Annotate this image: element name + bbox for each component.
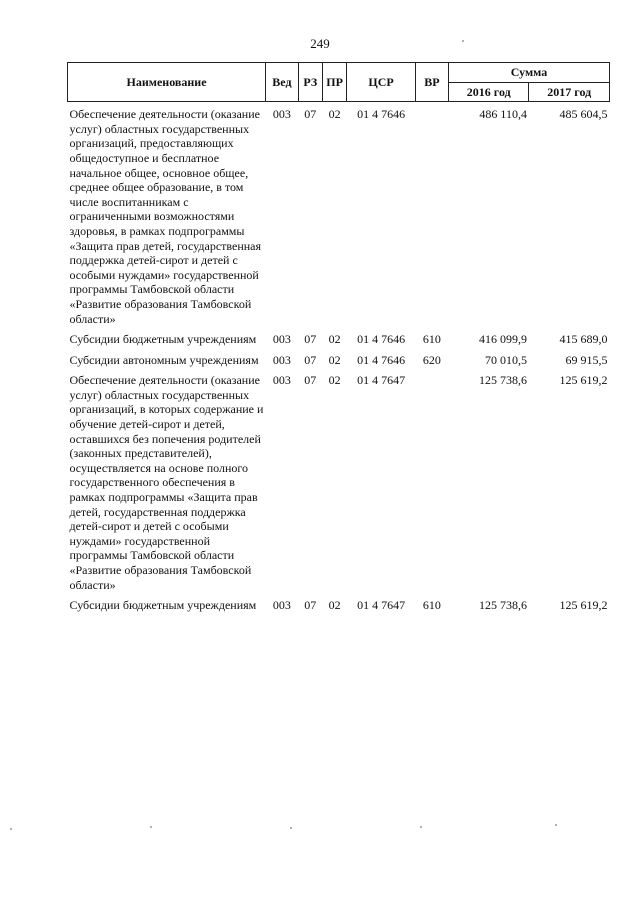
row-vr: 610 [422, 332, 441, 347]
row-ved: 003 [272, 352, 291, 367]
row-ved: 003 [272, 332, 291, 347]
scan-speck [10, 828, 12, 830]
row-name: Обеспечение деятельности (оказание услуг) областных государственных организаций, в которых содержание и обучение детей-сирот и детей, оставшихся без попечения родителей (законных представителей), осуществляется на основе полного государственного обеспечения в рамках подпрограммы «Защита прав детей, государственная поддержка детей-сирот и детей с особыми нуждами» государственной программы Тамбовской области «Развитие образования Тамбовской области» [69, 373, 264, 592]
row-vr [415, 370, 448, 595]
row-csr: 01 4 7647 [357, 373, 406, 388]
table-header [68, 63, 610, 102]
row-rz: 07 [304, 332, 317, 347]
row-rz: 07 [304, 107, 317, 122]
table-row [68, 350, 610, 371]
row-pr: 02 [328, 107, 341, 122]
row-pr: 02 [328, 332, 341, 347]
row-pr: 02 [328, 352, 341, 367]
row-rz: 07 [304, 598, 317, 613]
row-pr: 02 [328, 598, 341, 613]
scan-speck [420, 826, 422, 828]
page-number: 249 [310, 36, 330, 51]
table-row [68, 370, 610, 595]
scan-speck [555, 824, 557, 826]
header-pr: ПР [322, 63, 347, 102]
row-ved: 003 [272, 598, 291, 613]
row-sum-2017: 415 689,0 [559, 332, 608, 347]
row-csr: 01 4 7646 [357, 107, 406, 122]
row-sum-2017: 485 604,5 [559, 107, 608, 122]
row-sum-2016: 125 738,6 [478, 598, 527, 613]
table-row [68, 102, 610, 329]
row-sum-2017: 125 619,2 [559, 598, 608, 613]
row-name: Субсидии бюджетным учреждениям [69, 332, 257, 347]
header-sum: Сумма [449, 63, 610, 83]
row-vr [415, 102, 448, 329]
row-name: Субсидии бюджетным учреждениям [69, 598, 257, 613]
row-name: Обеспечение деятельности (оказание услуг) областных государственных организаций, предоставляющих общедоступное и бесплатное начальное общее, основное общее, среднее общее образование, в том числе воспитанникам с ограниченными возможностями здоровья, в рамках подпрограммы «Защита прав детей, государственная поддержка детей-сирот и детей с особыми нуждами» государственной программы Тамбовской области «Развитие образования Тамбовской области» [69, 107, 262, 326]
row-sum-2016: 486 110,4 [479, 107, 527, 122]
scan-speck [290, 827, 292, 829]
row-sum-2016: 416 099,9 [478, 332, 527, 347]
header-year-2017: 2017 год [529, 82, 610, 102]
row-vr: 610 [422, 598, 441, 613]
row-rz: 07 [304, 373, 317, 388]
row-sum-2016: 70 010,5 [484, 352, 527, 367]
row-rz: 07 [304, 352, 317, 367]
row-pr: 02 [328, 373, 341, 388]
row-csr: 01 4 7646 [357, 332, 406, 347]
row-sum-2016: 125 738,6 [478, 373, 527, 388]
budget-table [67, 62, 610, 616]
row-csr: 01 4 7647 [357, 598, 406, 613]
scan-speck [150, 826, 152, 828]
table-body [68, 102, 610, 616]
row-csr: 01 4 7646 [357, 352, 406, 367]
row-sum-2017: 125 619,2 [559, 373, 608, 388]
header-ved: Вед [266, 63, 299, 102]
scan-speck [462, 40, 464, 42]
header-year-2016: 2016 год [449, 82, 529, 102]
header-name: Наименование [68, 63, 266, 102]
header-csr: ЦСР [347, 63, 415, 102]
header-rz: РЗ [298, 63, 322, 102]
table-row [68, 595, 610, 616]
header-vr: ВР [415, 63, 448, 102]
row-vr: 620 [422, 352, 441, 367]
header-row [68, 63, 610, 83]
row-name: Субсидии автономным учреждениям [69, 352, 259, 367]
row-ved: 003 [272, 373, 291, 388]
row-sum-2017: 69 915,5 [565, 352, 608, 367]
row-ved: 003 [272, 107, 291, 122]
table-row [68, 329, 610, 350]
